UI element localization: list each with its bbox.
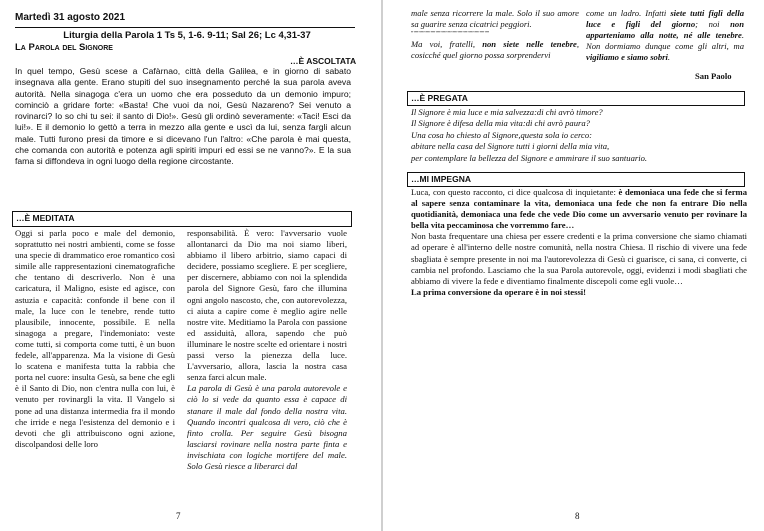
- quote-col-1b-bold: non siete nelle tenebre: [482, 39, 577, 49]
- quote-col-1: [411, 8, 579, 61]
- quote-separator: """""""""""""""""""""""""""""""": [411, 31, 490, 37]
- gospel-text: In quel tempo, Gesù scese a Cafàrnao, città della Galilea, e in giorno di sabato insegnava alla gente. Erano stupiti del suo insegnamento perché la sua parola aveva autorità. Nella sinagoga c'era un uomo che era posseduto da un demonio impuro; cominciò a gridare forte: «Basta! Che vuoi da noi, Gesù Nazareno? Sei venuto a rovinarci? Io so chi tu sei: il santo di Dio!». Gesù gli ordinò severamente: «Taci! Esci da lui!». E il demonio lo gettò a terra in mezzo alla gente e uscì da lui, senza fargli alcun male. Tutti furono presi da timore e si dicevano l'un l'altro: «Che parola è mai questa, che comanda con autorità e potenza agli spiriti impuri ed essi se ne vanno?». E la sua fama si diffondeva in ogni luogo della regione circostante.: [15, 66, 351, 167]
- pregata-box: [407, 91, 745, 106]
- impegna-p2: Non basta frequentare una chiesa per essere credenti e la prima conversione che siamo chiamati ad operare è all'interno delle nostre comunità, nella nostra Chiesa. Il rischio di vivere una fede sbagliata è sempre presente in noi ma l'autorevolezza di Gesù ci guarisce, ci sana, ci converte, ci cambia nel profondo. Lasciamo che la sua Parola autorevole, oggi, evidenzi i modi sbagliati che abbiamo di vivere la fede e diventiamo finalmente discepoli come egli vuole…: [411, 231, 747, 286]
- date-heading: Martedì 31 agosto 2021: [15, 12, 126, 23]
- page-number-7: 7: [176, 511, 181, 521]
- page-8: [383, 0, 764, 531]
- prayer-line: Il Signore è mia luce e mia salvezza:di chi avrò timore?: [411, 107, 603, 117]
- impegna-p1-bold: è demoniaca una fede che si ferma al sapere senza contaminare la vita, demoniaca una fede che non fa entrare Dio nella quotidianità, demoniaca una fede che vede Dio come un avversario venuto per rovinare la bella vita peccaminosa che vorremmo fare…: [411, 187, 747, 231]
- meditata-label: …È MEDITATA: [16, 213, 75, 223]
- quote-col-2-d: non apparteniamo alla notte, né alle tenebre: [586, 19, 744, 40]
- prayer: [411, 107, 747, 164]
- quote-col-1b-pre: Ma voi, fratelli,: [411, 39, 483, 49]
- quote-col-1-text: male senza ricorrere la male. Solo il suo amore sa guarire senza cicatrici peggiori.: [411, 8, 579, 29]
- prayer-line: Una cosa ho chiesto al Signore,questa sola io cerco:: [411, 129, 592, 140]
- ascoltata-label: …È ASCOLTATA: [290, 56, 357, 66]
- page-number-8: 8: [575, 511, 580, 521]
- prayer-line: per contemplare la bellezza del Signore e ammirare il suo santuario.: [411, 152, 648, 163]
- quote-col-2-f: vigiliamo e siamo sobri: [586, 52, 668, 62]
- meditation-col-2: [187, 228, 347, 472]
- meditation-col-2-italic: La parola di Gesù è una parola autorevole e ciò lo si vede da quanto essa è capace di stanare il male dal fondo della nostra vita. Quando incontri qualcosa di vero, ciò che è finto crolla. Per seguire Gesù bisogna lasciarsi rovinare nella nostra parte finta e invischiata con logiche mortifere del male. Solo Gesù riesce a liberarci dal: [187, 383, 347, 471]
- quote-col-2-b: siete tutti figli della luce e figli del giorno: [586, 8, 745, 29]
- meditata-box: [12, 211, 352, 227]
- quote-author: San Paolo: [695, 71, 732, 81]
- pregata-label: …È PREGATA: [411, 93, 468, 103]
- page-7: [0, 0, 381, 531]
- quote-col-2-c: ; noi: [695, 19, 731, 29]
- quote-col-2-e: . Non dormiamo dunque come gli altri, ma: [586, 30, 744, 51]
- impegna-box: [407, 172, 745, 187]
- meditation-col-1: Oggi si parla poco e male del demonio, soprattutto nei nostri ambienti, come se fosse una specie di drammatico eroe romantico così simile alle rappresentazioni cinematografiche che tentano di descriverlo. Non è una caricatura, il Maligno, esiste ed agisce, con astuzia e capacità: confonde il bene con il male, la luce con le tenebre, rende tutto plausibile, innocente, possibile. E nella sinagoga a pregare, l'indemoniato: veste come tutti, si comporta come tutti, è un buon fedele, all'apparenza. Ma la visione di Gesù lo scatena e manifesta tutta la rabbia che porta nel cuore: insulta Gesù, sa bene che egli è il Santo di Dio, non c'entra nulla con lui, è venuto per rovinargli la vita. Il Vangelo si pone ad una distanza intermedia fra il mondo che irride e nega l'esistenza del demonio e i devoti che gli attribuiscono ogni azione, discolpandosi delle loro: [15, 228, 175, 449]
- quote-col-2-g: .: [667, 52, 671, 62]
- divider-top: [15, 27, 355, 28]
- impegna-p3: La prima conversione da operare è in noi stessi!: [411, 286, 587, 297]
- impegna-label: …MI IMPEGNA: [411, 174, 471, 184]
- liturgy-references: Liturgia della Parola 1 Ts 5, 1-6. 9-11; Sal 26; Lc 4,31-37: [63, 30, 311, 41]
- quote-col-2: [586, 8, 744, 63]
- meditation-col-2-text: responsabilità. È vero: l'avversario vuole allontanarci da Dio ma noi siamo liberi, abbiamo il libero arbitrio, siamo capaci di decidere, possiamo scegliere. E per scegliere, per discernere, abbiamo con noi la splendida parola del Signore Gesù, faro che illumina ogni angolo nascosto, che, con autorevolezza, ci aiuta a capire come è meglio agire nelle nostre vite. Meditiamo la Parola con passione ed assiduità, allora, sapendo che può illuminare le nostre scelte ed orientare i nostri passi verso la pienezza della luce. L'avversario, allora, lascia la nostra casa senza farci alcun male.: [187, 228, 347, 383]
- quote-col-1b-post: , cosicché quel giorno possa sorprendervi: [411, 39, 580, 60]
- section-title: La Parola del Signore: [15, 42, 113, 53]
- prayer-line: Il Signore è difesa della mia vita:di chi avrò paura?: [411, 118, 590, 129]
- prayer-line: abitare nella casa del Signore tutti i giorni della mia vita,: [411, 141, 610, 152]
- quote-col-2-a: come un ladro. Infatti: [586, 8, 671, 18]
- impegna-p1-pre: Luca, con questo racconto, ci dice qualcosa di inquietante:: [411, 187, 619, 197]
- impegna-text: [411, 187, 747, 298]
